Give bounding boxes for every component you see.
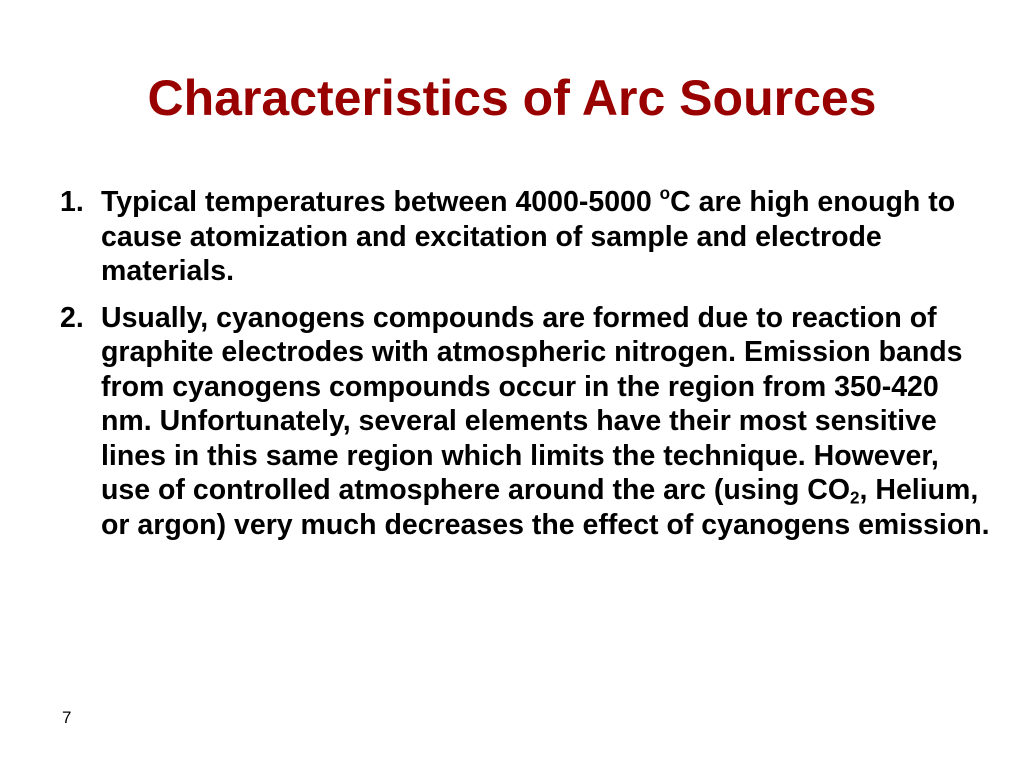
item-number: 1. — [60, 186, 84, 218]
item-text-part: , Helium, or argon) very much decreases the effect of cyanogens emission. — [101, 474, 990, 541]
degree-superscript: o — [659, 184, 671, 204]
item-text-part: C are high enough to cause atomization and excitation of sample and electrode materials. — [101, 186, 956, 287]
item-text-part: Usually, cyanogens compounds are formed due to reaction of graphite electrodes with atmospheric nitrogen. Emission bands from cyanogens compounds occur in the region from 350-420 nm. Unfortunately, several elements have their most sensitive lines in this same region which limits the technique. However, use of controlled atmosphere around the arc (using CO — [101, 301, 963, 506]
subscript: 2 — [850, 488, 860, 508]
page-number: 7 — [62, 708, 72, 727]
slide-title: Characteristics of Arc Sources — [147, 70, 877, 126]
bullet-list — [60, 185, 990, 554]
item-text-part: Typical temperatures between 4000-5000 — [101, 186, 660, 218]
item-number: 2. — [60, 301, 84, 334]
list-item-1 — [60, 185, 990, 289]
list-item-2 — [60, 301, 990, 543]
